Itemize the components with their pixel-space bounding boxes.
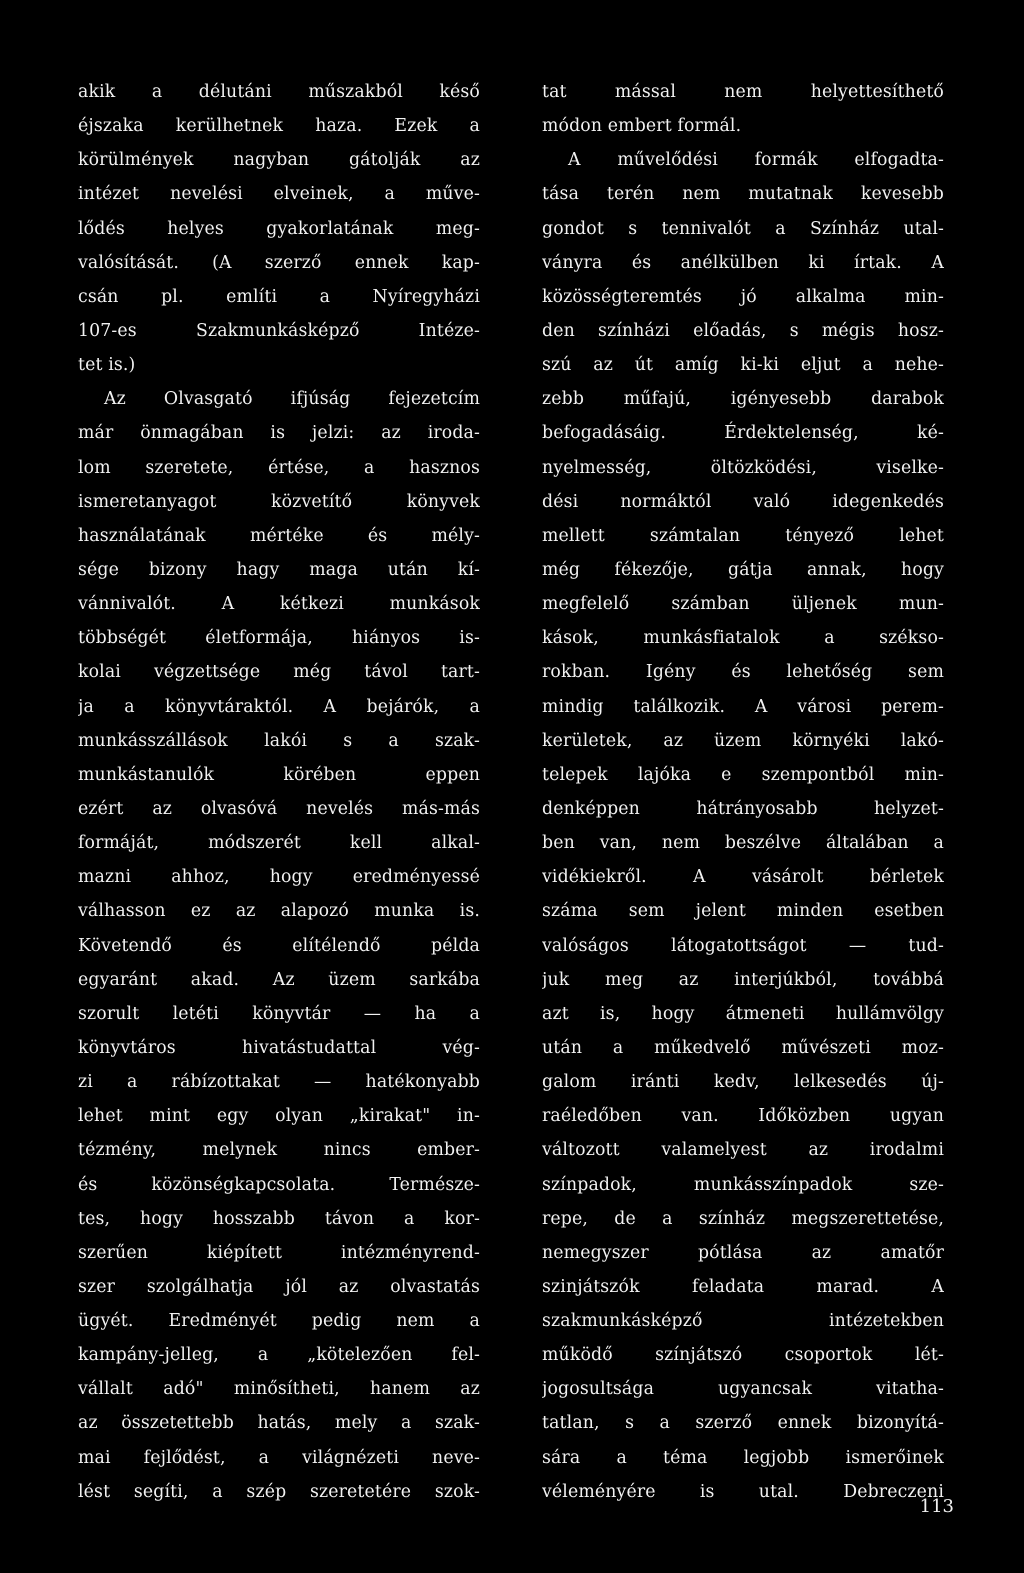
text-line: csán pl. említi a Nyíregyházi bbox=[78, 286, 480, 307]
text-line: munkástanulók körében eppen bbox=[78, 764, 480, 785]
text-line: többségét életformája, hiányos is- bbox=[78, 628, 480, 649]
text-line: gondot s tennivalót a Színház utal- bbox=[542, 218, 944, 239]
text-line: den színházi előadás, s mégis hosz- bbox=[542, 320, 944, 341]
text-line: juk meg az interjúkból, továbbá bbox=[542, 969, 944, 990]
text-line: megfelelő számban üljenek mun- bbox=[542, 594, 944, 615]
text-line: körülmények nagyban gátolják az bbox=[78, 150, 480, 171]
text-line: sége bizony hagy maga után kí- bbox=[78, 559, 480, 580]
text-line: sára a téma legjobb ismerőinek bbox=[542, 1447, 944, 1468]
text-line: kások, munkásfiatalok a székso- bbox=[542, 628, 944, 649]
text-line: zebb műfajú, igényesebb darabok bbox=[542, 389, 944, 410]
text-line: raéledőben van. Időközben ugyan bbox=[542, 1106, 944, 1127]
text-line: A művelődési formák elfogadta- bbox=[568, 150, 944, 171]
text-line: Követendő és elítélendő példa bbox=[78, 935, 480, 956]
text-line: befogadásáig. Érdektelenség, ké- bbox=[542, 423, 944, 444]
text-line: vállalt adó" minősítheti, hanem az bbox=[78, 1379, 480, 1400]
text-line: ügyét. Eredményét pedig nem a bbox=[78, 1311, 480, 1332]
text-line: ja a könyvtáraktól. A bejárók, a bbox=[78, 696, 480, 717]
text-line: nemegyszer pótlása az amatőr bbox=[542, 1242, 944, 1263]
text-line: 107-es Szakmunkásképző Intéze- bbox=[78, 320, 480, 341]
text-line: egyaránt akad. Az üzem sarkába bbox=[78, 969, 480, 990]
text-line: vidékiekről. A vásárolt bérletek bbox=[542, 867, 944, 888]
text-line: kampány-jelleg, a „kötelezően fel- bbox=[78, 1345, 480, 1366]
left-text-column bbox=[78, 75, 480, 1509]
text-line: dési normáktól való idegenkedés bbox=[542, 491, 944, 512]
text-line: vánnivalót. A kétkezi munkások bbox=[78, 594, 480, 615]
text-line: tása terén nem mutatnak kevesebb bbox=[542, 184, 944, 205]
text-line: működő színjátszó csoportok lét- bbox=[542, 1345, 944, 1366]
text-line: rokban. Igény és lehetőség sem bbox=[542, 662, 944, 683]
text-line: ben van, nem beszélve általában a bbox=[542, 833, 944, 854]
text-line: valóságos látogatottságot — tud- bbox=[542, 935, 944, 956]
text-line: lődés helyes gyakorlatának meg- bbox=[78, 218, 480, 239]
text-line: szinjátszók feladata marad. A bbox=[542, 1276, 944, 1297]
text-line: tat mással nem helyettesíthető bbox=[542, 82, 944, 102]
text-line: éjszaka kerülhetnek haza. Ezek a bbox=[78, 116, 480, 137]
text-line: mazni ahhoz, hogy eredményessé bbox=[78, 867, 480, 888]
text-line: lehet mint egy olyan „kirakat" in- bbox=[78, 1106, 480, 1127]
text-line: zi a rábízottakat — hatékonyabb bbox=[78, 1072, 480, 1093]
text-line: változott valamelyest az irodalmi bbox=[542, 1140, 944, 1161]
text-line: módon embert formál. bbox=[542, 116, 742, 137]
text-line: ismeretanyagot közvetítő könyvek bbox=[78, 491, 480, 512]
text-line: véleményére is utal. Debreczeni bbox=[542, 1481, 944, 1502]
text-line: Az Olvasgató ifjúság fejezetcím bbox=[104, 389, 480, 410]
text-line: tatlan, s a szerző ennek bizonyítá- bbox=[542, 1413, 944, 1434]
text-line: azt is, hogy átmeneti hullámvölgy bbox=[542, 1003, 944, 1024]
text-line: használatának mértéke és mély- bbox=[78, 525, 480, 546]
text-line: mindig találkozik. A városi perem- bbox=[542, 696, 944, 717]
text-line: szer szolgálhatja jól az olvastatás bbox=[78, 1276, 480, 1297]
text-line: kerületek, az üzem környéki lakó- bbox=[542, 730, 944, 751]
text-line: intézet nevelési elveinek, a műve- bbox=[78, 184, 480, 205]
text-line: még fékezője, gátja annak, hogy bbox=[542, 559, 944, 580]
text-line: szerűen kiépített intézményrend- bbox=[78, 1242, 480, 1263]
text-line: szorult letéti könyvtár — ha a bbox=[78, 1003, 480, 1024]
text-line: után a műkedvelő művészeti moz- bbox=[542, 1037, 944, 1058]
text-line: nyelmesség, öltözködési, viselke- bbox=[542, 457, 944, 478]
text-line: színpadok, munkásszínpadok sze- bbox=[542, 1174, 944, 1195]
text-line: mellett számtalan tényező lehet bbox=[542, 525, 944, 546]
text-line: tes, hogy hosszabb távon a kor- bbox=[78, 1208, 480, 1229]
text-line: kolai végzettsége még távol tart- bbox=[78, 662, 480, 683]
text-line: válhasson ez az alapozó munka is. bbox=[78, 901, 480, 922]
text-line: közösségteremtés jó alkalma min- bbox=[542, 286, 944, 307]
text-line: munkásszállások lakói s a szak- bbox=[78, 730, 480, 751]
text-line: lom szeretete, értése, a hasznos bbox=[78, 457, 480, 478]
text-line: az összetettebb hatás, mely a szak- bbox=[78, 1413, 480, 1434]
text-line: galom iránti kedv, lelkesedés új- bbox=[542, 1072, 944, 1093]
text-line: szú az út amíg ki-ki eljut a nehe- bbox=[542, 355, 944, 376]
text-line: száma sem jelent minden esetben bbox=[542, 901, 944, 922]
text-line: szakmunkásképző intézetekben bbox=[542, 1311, 944, 1332]
text-line: repe, de a színház megszerettetése, bbox=[542, 1208, 944, 1229]
text-line: tézmény, melynek nincs ember- bbox=[78, 1140, 480, 1161]
text-line: valósítását. (A szerző ennek kap- bbox=[78, 252, 480, 273]
text-line: jogosultsága ugyancsak vitatha- bbox=[542, 1379, 944, 1400]
text-line: akik a délutáni műszakból késő bbox=[78, 82, 480, 102]
text-line: ezért az olvasóvá nevelés más-más bbox=[78, 798, 480, 819]
right-text-column bbox=[542, 75, 944, 1509]
text-line: tet is.) bbox=[78, 355, 136, 376]
text-line: ványra és anélkülben ki írtak. A bbox=[542, 252, 944, 273]
text-line: lést segíti, a szép szeretetére szok- bbox=[78, 1481, 480, 1502]
text-line: és közönségkapcsolata. Természe- bbox=[78, 1174, 480, 1195]
text-line: könyvtáros hivatástudattal vég- bbox=[78, 1037, 480, 1058]
text-line: formáját, módszerét kell alkal- bbox=[78, 833, 480, 854]
text-line: már önmagában is jelzi: az iroda- bbox=[78, 423, 480, 444]
text-line: denképpen hátrányosabb helyzet- bbox=[542, 798, 944, 819]
text-line: telepek lajóka e szempontból min- bbox=[542, 764, 944, 785]
text-line: mai fejlődést, a világnézeti neve- bbox=[78, 1447, 480, 1468]
page-number: 113 bbox=[919, 1496, 954, 1517]
